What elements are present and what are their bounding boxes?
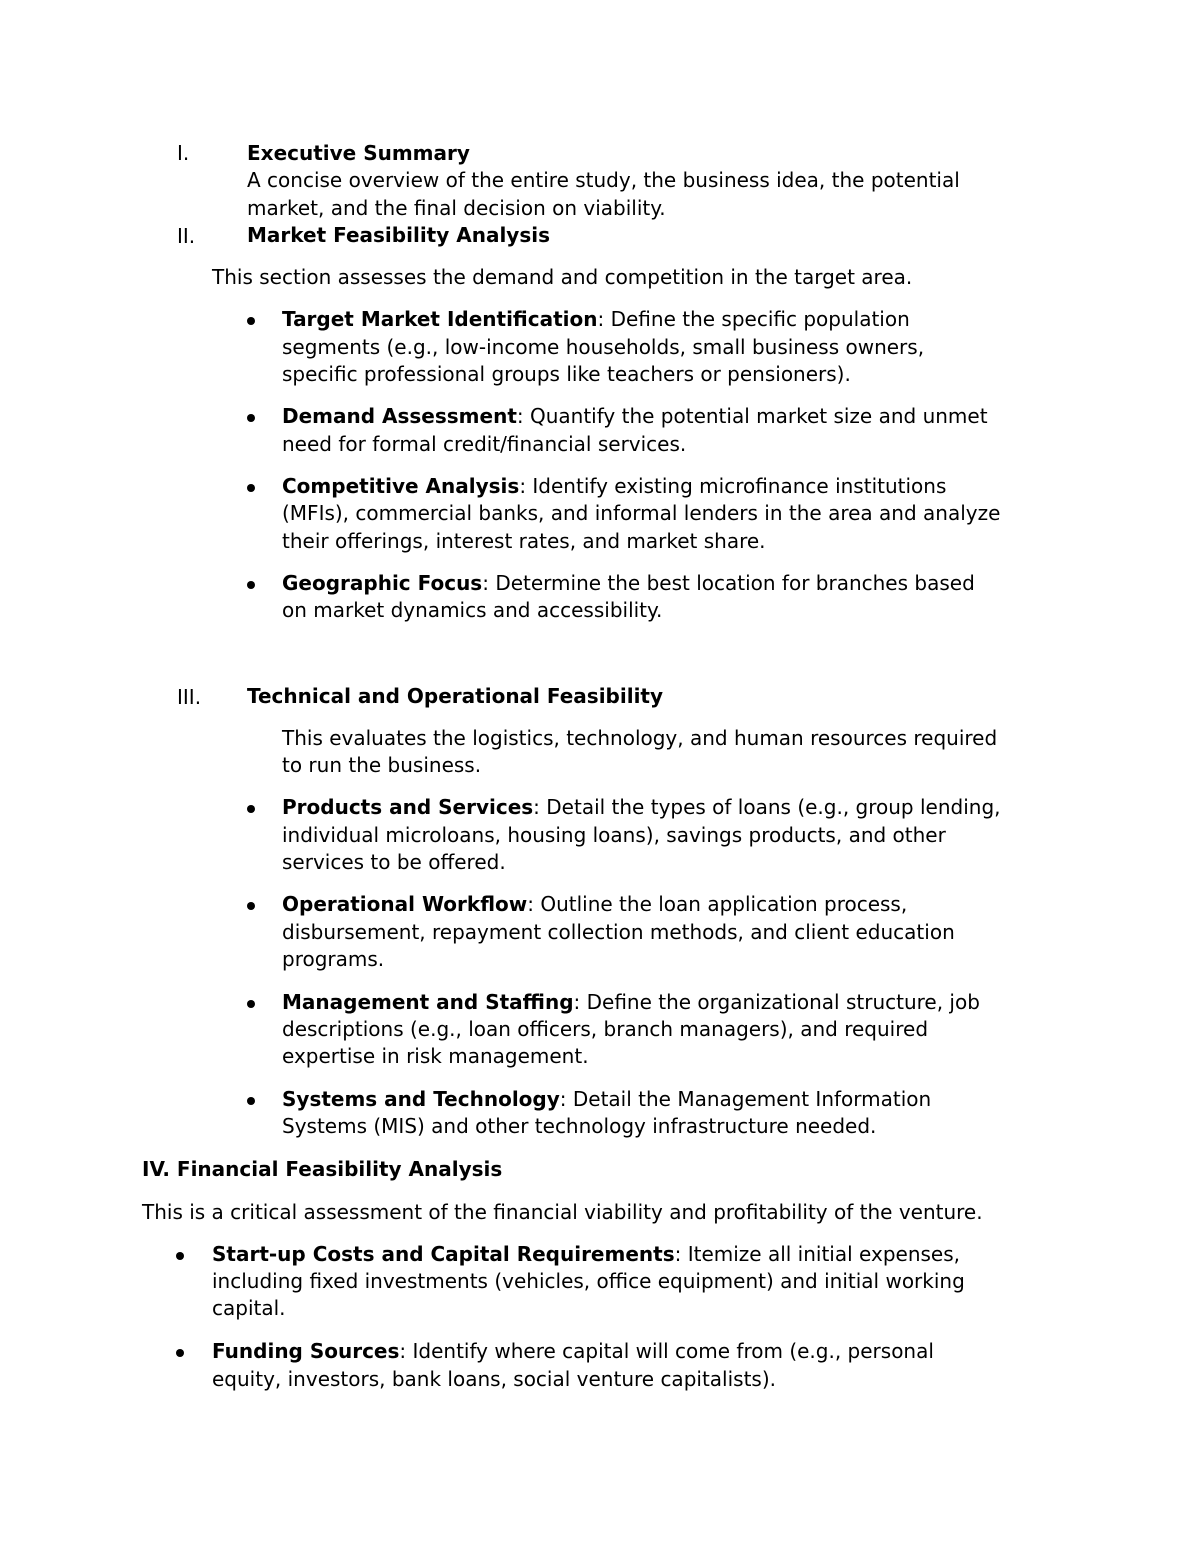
list-item-line: services to be offered. [282, 850, 506, 874]
section-heading: Executive Summary [247, 141, 470, 165]
list-item-line: descriptions (e.g., loan officers, branch managers), and required [282, 1017, 929, 1041]
section-heading: Technical and Operational Feasibility [247, 684, 664, 708]
section-numeral: II. [177, 224, 196, 248]
list-item: Operational Workflow: Outline the loan application process, [282, 892, 908, 916]
list-item: Funding Sources: Identify where capital will come from (e.g., personal [212, 1339, 934, 1363]
list-item-line: need for formal credit/financial services. [282, 432, 687, 456]
section-heading: Market Feasibility Analysis [247, 223, 550, 247]
bullet-dot [247, 414, 255, 422]
bullet-dot [247, 317, 255, 325]
list-item: Target Market Identification: Define the specific population [282, 307, 910, 331]
list-item-line: equity, investors, bank loans, social venture capitalists). [212, 1367, 776, 1391]
bullet-dot [247, 484, 255, 492]
list-item: Products and Services: Detail the types of loans (e.g., group lending, [282, 795, 1001, 819]
list-item-line: their offerings, interest rates, and market share. [282, 529, 766, 553]
bullet-dot [247, 1000, 255, 1008]
paragraph-line: market, and the final decision on viability. [247, 196, 666, 220]
list-item-line: (MFIs), commercial banks, and informal lenders in the area and analyze [282, 501, 1001, 525]
section-numeral: I. [177, 141, 190, 165]
paragraph-line: A concise overview of the entire study, the business idea, the potential [247, 168, 960, 192]
list-item-line: specific professional groups like teachers or pensioners). [282, 362, 851, 386]
bullet-dot [247, 902, 255, 910]
list-item: Systems and Technology: Detail the Management Information [282, 1087, 932, 1111]
section-numeral: III. [177, 685, 202, 709]
bullet-dot [176, 1252, 184, 1260]
list-item-line: segments (e.g., low-income households, small business owners, [282, 335, 925, 359]
paragraph-line: to run the business. [282, 753, 482, 777]
list-item: Management and Staffing: Define the organizational structure, job [282, 990, 980, 1014]
bullet-dot [247, 805, 255, 813]
list-item: Competitive Analysis: Identify existing microfinance institutions [282, 474, 947, 498]
paragraph-line: This evaluates the logistics, technology, and human resources required [282, 726, 998, 750]
list-item-line: individual microloans, housing loans), savings products, and other [282, 823, 946, 847]
bullet-dot [247, 581, 255, 589]
list-item: Geographic Focus: Determine the best location for branches based [282, 571, 975, 595]
bullet-dot [176, 1349, 184, 1357]
section-heading: IV. Financial Feasibility Analysis [142, 1157, 503, 1181]
list-item-line: disbursement, repayment collection methods, and client education [282, 920, 955, 944]
list-item: Start-up Costs and Capital Requirements: Itemize all initial expenses, [212, 1242, 960, 1266]
bullet-dot [247, 1097, 255, 1105]
list-item-line: on market dynamics and accessibility. [282, 598, 663, 622]
list-item-line: expertise in risk management. [282, 1044, 589, 1068]
list-item-line: including fixed investments (vehicles, office equipment) and initial working [212, 1269, 965, 1293]
paragraph-line: This section assesses the demand and competition in the target area. [212, 265, 913, 289]
list-item: Demand Assessment: Quantify the potential market size and unmet [282, 404, 988, 428]
list-item-line: programs. [282, 947, 385, 971]
list-item-line: capital. [212, 1296, 286, 1320]
paragraph-line: This is a critical assessment of the financial viability and profitability of the venture. [142, 1200, 983, 1224]
list-item-line: Systems (MIS) and other technology infrastructure needed. [282, 1114, 877, 1138]
